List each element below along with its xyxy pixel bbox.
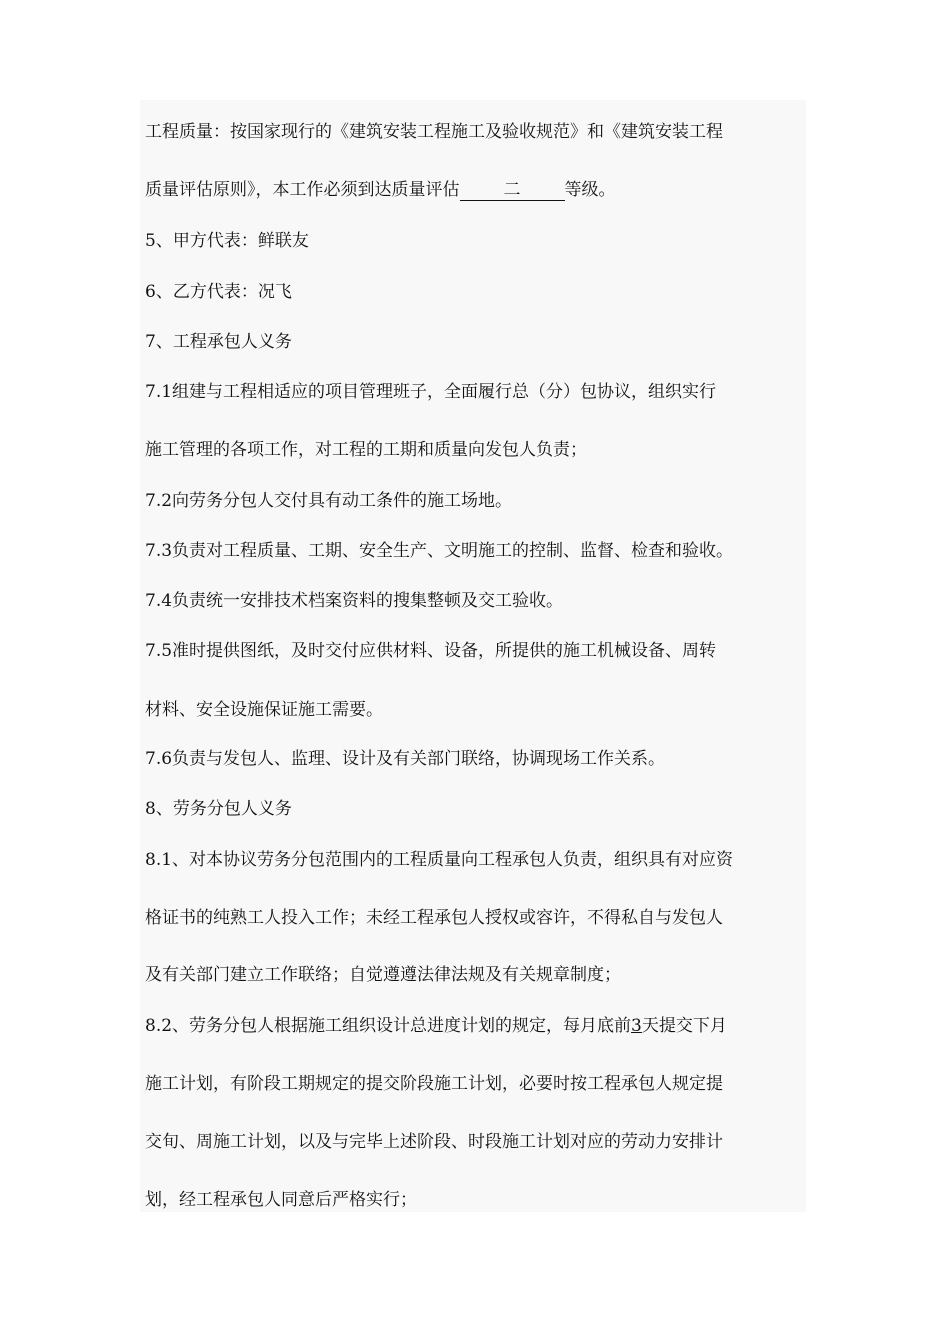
quality-clause-text: 质量评估原则》，本工作必须到达质量评估 bbox=[145, 180, 460, 200]
quality-clause-end: 等级。 bbox=[564, 180, 616, 200]
item-7-4: 7.4负责统一安排技术档案资料的搜集整顿及交工验收。 bbox=[145, 591, 564, 611]
quality-grade-blank: 二 bbox=[460, 180, 565, 201]
item-8-2-text: 8.2、劳务分包人根据施工组织设计总进度计划的规定，每月底前 bbox=[145, 1016, 632, 1036]
quality-clause-line-1: 工程质量：按国家现行的《建筑安装工程施工及验收规范》和《建筑安装工程 bbox=[145, 122, 723, 142]
item-8-1-line-1: 8.1、对本协议劳务分包范围内的工程质量向工程承包人负责，组织具有对应资 bbox=[145, 850, 734, 870]
item-8-2-line-2: 施工计划，有阶段工期规定的提交阶段施工计划，必要时按工程承包人规定提 bbox=[145, 1074, 723, 1094]
item-7-1-line-2: 施工管理的各项工作，对工程的工期和质量向发包人负责； bbox=[145, 440, 587, 460]
days-value: 3 bbox=[631, 1016, 642, 1036]
item-8-2-line-1 bbox=[145, 1015, 727, 1037]
item-8-2-line-4: 划，经工程承包人同意后严格实行； bbox=[145, 1190, 417, 1210]
item-7-5-line-2: 材料、安全设施保证施工需要。 bbox=[145, 700, 383, 720]
item-7-5-line-1: 7.5准时提供图纸，及时交付应供材料、设备，所提供的施工机械设备、周转 bbox=[145, 641, 717, 661]
item-7-3: 7.3负责对工程质量、工期、安全生产、文明施工的控制、监督、检查和验收。 bbox=[145, 541, 734, 561]
party-b-representative: 6、乙方代表：况飞 bbox=[145, 282, 292, 302]
item-8-2-text-end: 天提交下月 bbox=[641, 1016, 727, 1036]
item-8-1-line-3: 及有关部门建立工作联络；自觉遵遵法律法规及有关规章制度； bbox=[145, 965, 621, 985]
item-7-2: 7.2向劳务分包人交付具有动工条件的施工场地。 bbox=[145, 491, 513, 511]
party-a-representative: 5、甲方代表：鲜联友 bbox=[145, 231, 309, 251]
section-7-heading: 7、工程承包人义务 bbox=[145, 332, 292, 352]
item-7-6: 7.6负责与发包人、监理、设计及有关部门联络，协调现场工作关系。 bbox=[145, 749, 666, 769]
item-7-1-line-1: 7.1组建与工程相适应的项目管理班子，全面履行总（分）包协议，组织实行 bbox=[145, 382, 717, 402]
item-8-2-line-3: 交旬、周施工计划，以及与完毕上述阶段、时段施工计划对应的劳动力安排计 bbox=[145, 1132, 723, 1152]
section-8-heading: 8、劳务分包人义务 bbox=[145, 799, 292, 819]
item-8-1-line-2: 格证书的纯熟工人投入工作；未经工程承包人授权或容许，不得私自与发包人 bbox=[145, 908, 723, 928]
quality-clause-line-2 bbox=[145, 179, 616, 201]
